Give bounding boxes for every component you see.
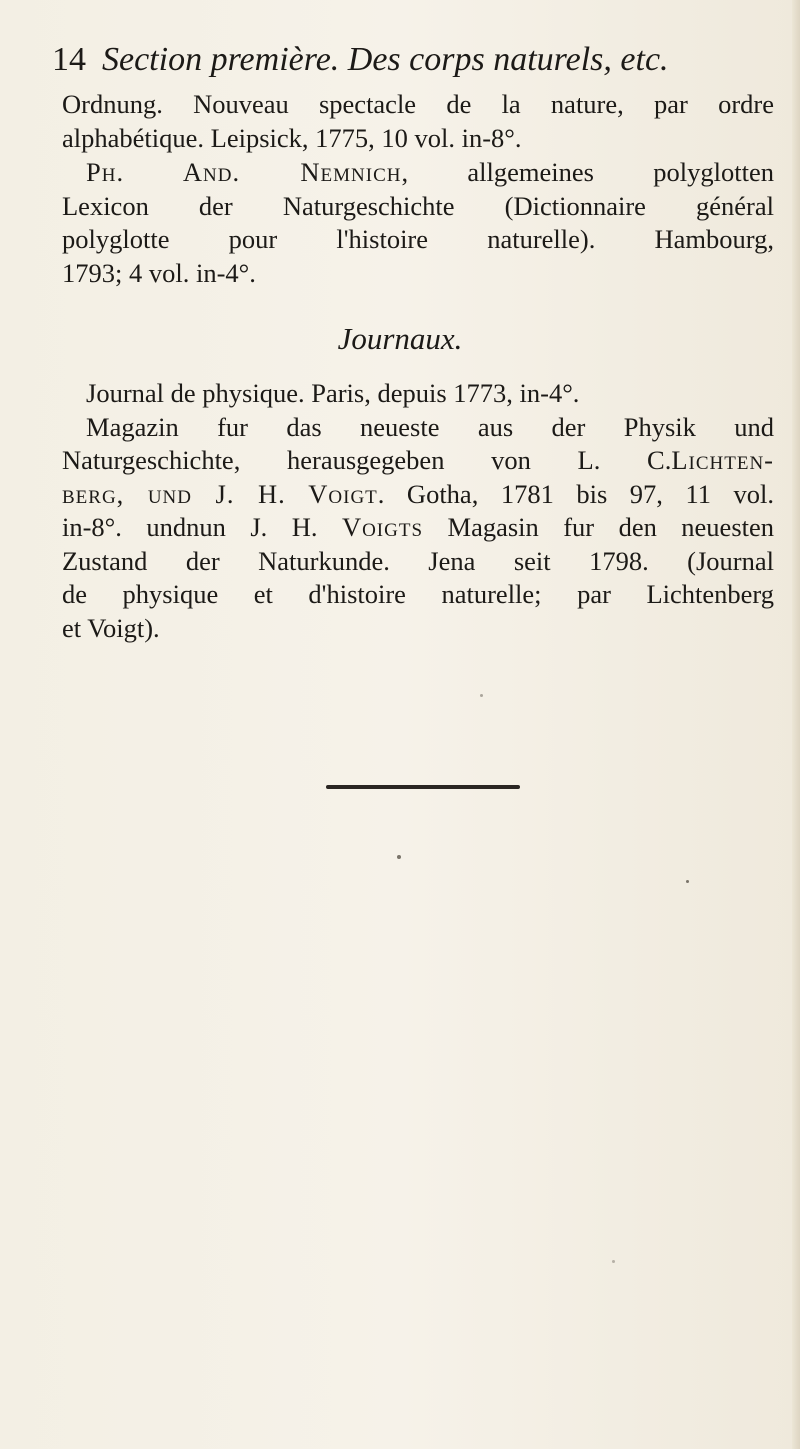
paper-speck bbox=[397, 855, 401, 859]
author-name: Voigts bbox=[341, 512, 424, 542]
paper-speck bbox=[612, 1260, 615, 1263]
text-line bbox=[62, 478, 774, 512]
text-line: Journal de physique. Paris, depuis 1773, in-4°. bbox=[86, 378, 580, 408]
paper-speck bbox=[686, 880, 689, 883]
running-title: Section première. Des corps naturels, etc. bbox=[102, 41, 669, 78]
text-line: Ordnung. Nouveau spectacle de la nature, par ordre bbox=[62, 89, 774, 119]
text-line: polyglotte pour l'histoire naturelle). Hambourg, bbox=[62, 224, 774, 254]
text-line: Magazin fur das neueste aus der Physik und bbox=[86, 411, 774, 442]
text-fragment: . Gotha, 1781 bis 97, 11 vol. bbox=[377, 478, 774, 509]
author-name: Voigt bbox=[308, 478, 378, 509]
text-fragment: in-8°. undnun J. H. bbox=[62, 512, 318, 542]
journals-list bbox=[62, 377, 774, 645]
text-line: alphabétique. Leipsick, 1775, 10 vol. in-8°. bbox=[62, 122, 522, 153]
text-fragment: , allgemeines polyglotten bbox=[401, 157, 774, 187]
text-fragment: Naturgeschichte, herausgegeben von L. C. bbox=[62, 445, 672, 475]
running-head bbox=[52, 38, 772, 82]
paper-speck bbox=[480, 694, 483, 697]
text-fragment: Magasin fur den neuesten bbox=[423, 512, 775, 542]
ornamental-rule bbox=[326, 785, 520, 789]
page-edge bbox=[792, 0, 800, 1449]
text-line bbox=[62, 156, 774, 190]
text-line: Lexicon der Naturgeschichte (Dictionnaire général bbox=[62, 190, 774, 221]
section-heading: Journaux. bbox=[337, 321, 463, 356]
text-line bbox=[62, 444, 774, 478]
text-line: Zustand der Naturkunde. Jena seit 1798. (Journal bbox=[62, 545, 774, 576]
entry-nemnich bbox=[62, 156, 774, 290]
entry-ordnung bbox=[62, 88, 774, 155]
text-line: de physique et d'histoire naturelle; par Lichtenberg bbox=[62, 579, 774, 609]
text-line bbox=[62, 511, 774, 545]
text-fragment: berg, und J. H. bbox=[62, 478, 286, 509]
text-line: et Voigt). bbox=[62, 612, 160, 643]
author-name: Lichten- bbox=[671, 445, 774, 475]
page-number: 14 bbox=[52, 41, 86, 78]
text-line: 1793; 4 vol. in-4°. bbox=[62, 257, 256, 288]
author-name: Ph. And. Nemnich bbox=[86, 157, 402, 187]
